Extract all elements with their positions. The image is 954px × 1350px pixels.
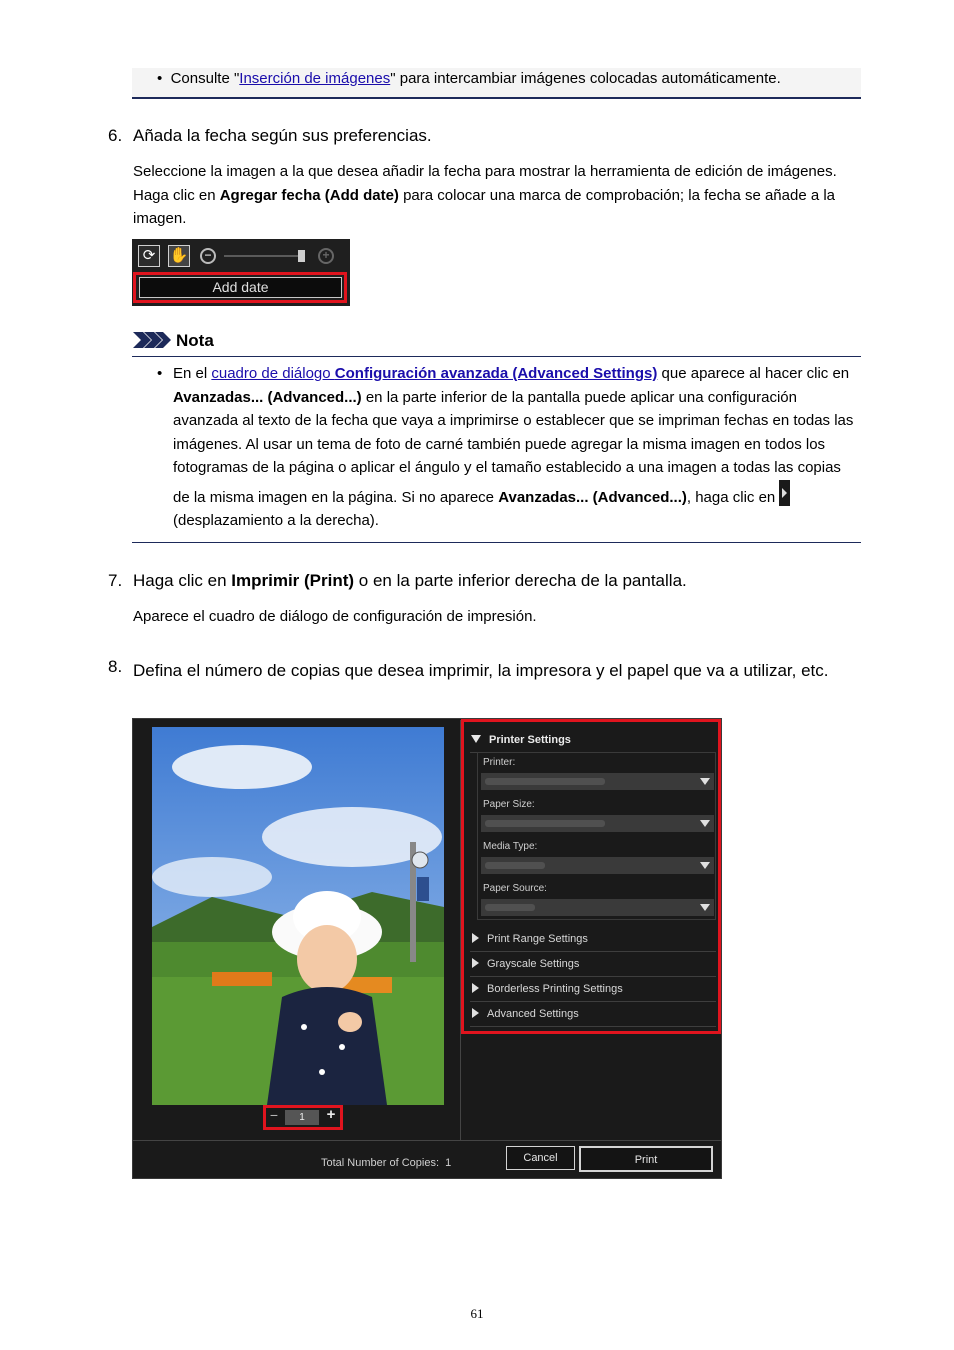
nota-bold-2: Avanzadas... (Advanced...) <box>498 488 687 506</box>
nota-text-2: que aparece al hacer clic en <box>657 365 850 382</box>
photo-preview <box>152 727 444 1105</box>
nota-body <box>173 362 858 533</box>
printer-settings-header[interactable] <box>470 728 716 753</box>
nota-chevrons-icon <box>133 332 173 348</box>
printer-label: Printer: <box>483 757 516 768</box>
bullet: • <box>157 70 171 87</box>
zoom-slider-handle[interactable] <box>298 250 305 262</box>
step-6-title: Añada la fecha según sus preferencias. <box>133 126 432 145</box>
top-note-rule <box>132 97 861 99</box>
step-8-title: Defina el número de copias que desea imprimir, la impresora y el papel que va a utilizar, etc. <box>133 661 829 680</box>
configuracion-avanzada-link[interactable]: Configuración avanzada (Advanced Settings) <box>334 365 658 382</box>
advanced-settings-label: Advanced Settings <box>487 1008 579 1020</box>
step-6-body-bold: Agregar fecha (Add date) <box>219 186 399 204</box>
zoom-out-icon[interactable]: − <box>200 248 216 264</box>
nota-text-4: , haga clic en <box>686 488 780 506</box>
borderless-printing-settings-header[interactable] <box>470 977 716 1002</box>
nota-bottom-rule <box>132 542 861 543</box>
insercion-imagenes-link[interactable]: Inserción de imágenes <box>239 70 391 87</box>
total-copies-text: Total Number of Copies: 1 <box>321 1157 452 1169</box>
top-note-pre: Consulte " <box>170 70 240 87</box>
zoom-slider-track[interactable] <box>224 255 304 257</box>
printer-select[interactable] <box>481 773 714 790</box>
nota-bold-1: Avanzadas... (Advanced...) <box>173 388 362 406</box>
step-6-body-text-2: para colocar una marca de comprobación; la fecha se añade a la imagen. <box>133 186 836 227</box>
step-7-title <box>133 571 687 591</box>
chevron-down-icon <box>700 778 710 785</box>
grayscale-settings-label: Grayscale Settings <box>487 958 580 970</box>
step-7-number: 7. <box>108 571 123 590</box>
chevron-down-icon <box>700 904 710 911</box>
nota-text-3: en la parte inferior de la pantalla puede aplicar una configuración avanzada al texto de la fecha que vaya a imprimirse o establecer que se impriman fechas en todas las imágenes. Al usar un tema de foto de carné también puede agregar la misma imagen en todos los fotogramas de la página o aplicar el ángulo y el tamaño establecido a una imagen a todas las copias de la misma imagen en la página. Si no aparece <box>173 388 854 506</box>
expand-right-icon <box>472 958 479 968</box>
nota-icon <box>133 332 173 353</box>
step-8-number: 8. <box>108 657 123 676</box>
chevron-down-icon <box>700 862 710 869</box>
nota-text-5: (desplazamiento a la derecha). <box>173 512 379 529</box>
step-6-body-text: Seleccione la imagen a la que desea añadir la fecha para mostrar la herramienta de edición de imágenes. Haga clic en <box>133 163 837 204</box>
expand-right-icon <box>472 983 479 993</box>
print-range-settings-label: Print Range Settings <box>487 933 588 945</box>
add-date-button[interactable]: Add date <box>139 277 342 298</box>
rotate-button[interactable]: ⟳ <box>138 245 160 267</box>
step-7-body: Aparece el cuadro de diálogo de configuración de impresión. <box>133 608 537 625</box>
expand-right-icon <box>472 1008 479 1018</box>
nota-top-rule <box>132 356 861 357</box>
step-6-number: 6. <box>108 126 123 145</box>
image-edit-toolbar <box>132 239 350 306</box>
copies-decrement-button[interactable]: − <box>269 1107 279 1123</box>
dialog-bottom-divider <box>133 1140 721 1141</box>
zoom-in-icon[interactable]: + <box>318 248 334 264</box>
copies-field[interactable]: 1 <box>285 1110 319 1125</box>
paper-size-select[interactable] <box>481 815 714 832</box>
media-type-select[interactable] <box>481 857 714 874</box>
copies-increment-button[interactable]: + <box>326 1106 336 1123</box>
print-range-settings-header[interactable] <box>470 927 716 952</box>
nota-text-1: En el <box>173 365 212 382</box>
paper-source-select[interactable] <box>481 899 714 916</box>
printer-settings-label: Printer Settings <box>489 734 571 746</box>
step-7-text: Haga clic en <box>133 571 232 590</box>
step-7-bold: Imprimir (Print) <box>231 571 355 590</box>
page-number: 61 <box>470 1306 484 1321</box>
nota-heading: Nota <box>176 331 214 350</box>
media-type-label: Media Type: <box>483 841 538 852</box>
expand-right-icon <box>472 933 479 943</box>
print-button[interactable]: Print <box>579 1146 713 1172</box>
paper-source-label: Paper Source: <box>483 883 547 894</box>
cancel-button[interactable]: Cancel <box>506 1146 575 1170</box>
photo-preview-image <box>152 727 444 1105</box>
scroll-right-icon <box>779 480 790 506</box>
hand-tool-button[interactable]: ✋ <box>168 245 190 267</box>
step-6-body <box>133 160 858 231</box>
borderless-printing-settings-label: Borderless Printing Settings <box>487 983 623 995</box>
grayscale-settings-header[interactable] <box>470 952 716 977</box>
chevron-down-icon <box>700 820 710 827</box>
advanced-settings-header[interactable] <box>470 1002 716 1027</box>
expand-down-icon <box>471 735 481 743</box>
top-note <box>157 67 781 91</box>
nota-text: • <box>157 365 163 382</box>
paper-size-label: Paper Size: <box>483 799 535 810</box>
top-note-post: " para intercambiar imágenes colocadas automáticamente. <box>390 70 781 87</box>
step-7-text-2: o en la parte inferior derecha de la pantalla. <box>354 571 687 590</box>
cuadro-dialogo-link[interactable]: cuadro de diálogo <box>211 365 335 382</box>
